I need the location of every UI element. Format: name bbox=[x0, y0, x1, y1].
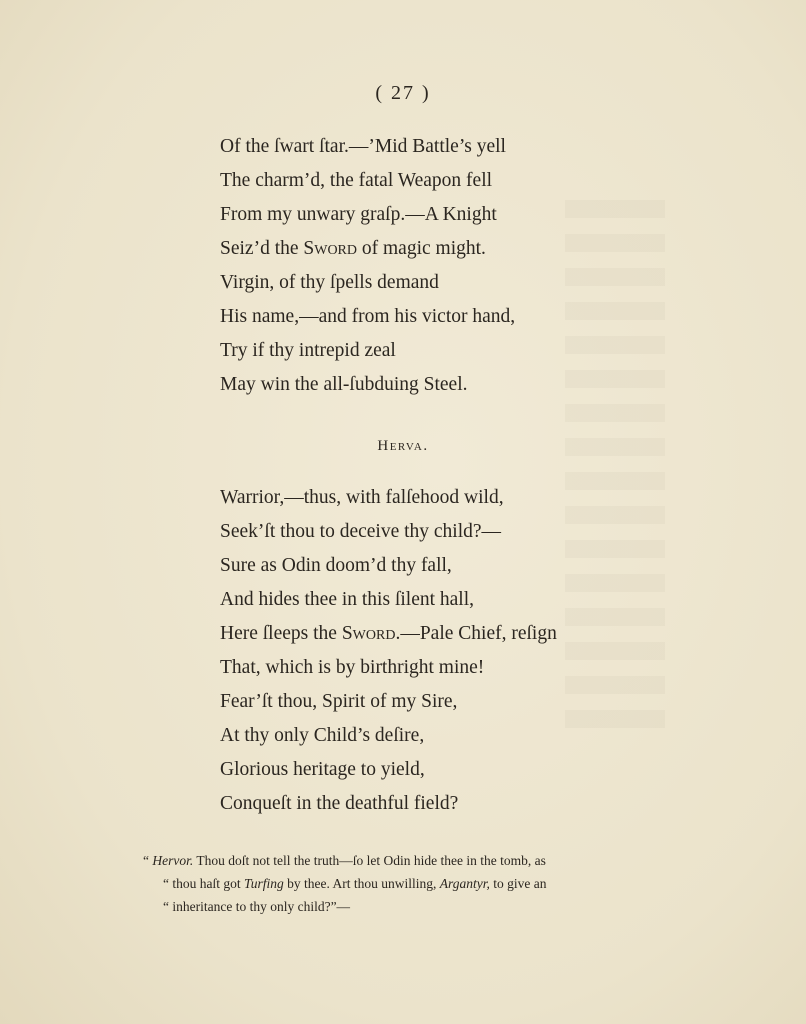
verse-text: Seiz’d the bbox=[220, 238, 304, 259]
footnote-text: by thee. Art thou unwilling, bbox=[283, 876, 440, 891]
footnote-text: to give an bbox=[489, 876, 547, 891]
sword-word: Sword bbox=[303, 238, 358, 259]
footnote-line bbox=[143, 872, 673, 895]
footnote-name: Turfing bbox=[244, 876, 284, 891]
verse-line: Conqueſt in the deathful field? bbox=[220, 793, 459, 814]
verse-line: Glorious heritage to yield, bbox=[220, 759, 425, 780]
verse-text: .—Pale Chief, reſign bbox=[395, 623, 557, 644]
verse-line: The charm’d, the fatal Weapon fell bbox=[220, 170, 493, 191]
verse-line: His name,—and from his victor hand, bbox=[220, 306, 516, 327]
footnote-line: “ inheritance to thy only child?”— bbox=[163, 899, 351, 914]
verse-line: From my unwary graſp.—A Knight bbox=[220, 204, 497, 225]
verse-line bbox=[220, 232, 515, 266]
verse-text: Here ſleeps the bbox=[220, 623, 342, 644]
verse-line: Warrior,—thus, with falſehood wild, bbox=[220, 487, 504, 508]
footnote-line bbox=[143, 849, 673, 872]
verse-line: Virgin, of thy ſpells demand bbox=[220, 272, 439, 293]
stanza-2 bbox=[220, 481, 557, 821]
sword-word: Sword bbox=[341, 623, 396, 644]
footnote-name: Argantyr, bbox=[439, 876, 490, 891]
verse-line: That, which is by birthright mine! bbox=[220, 657, 485, 678]
verse-line: May win the all-ſubduing Steel. bbox=[220, 374, 468, 395]
verse-line: Try if thy intrepid zeal bbox=[220, 340, 396, 361]
footnote-text: “ thou haſt got bbox=[163, 876, 244, 891]
verse-line: Fear’ſt thou, Spirit of my Sire, bbox=[220, 691, 458, 712]
verse-line: At thy only Child’s deſire, bbox=[220, 725, 425, 746]
verse-line: And hides thee in this ſilent hall, bbox=[220, 589, 475, 610]
page-number: ( 27 ) bbox=[375, 82, 431, 104]
stanza-1 bbox=[220, 130, 515, 402]
verse-line bbox=[220, 617, 557, 651]
verse-line: Of the ſwart ſtar.—’Mid Battle’s yell bbox=[220, 136, 506, 157]
footnote-text: “ bbox=[143, 853, 153, 868]
show-through-text bbox=[565, 200, 665, 740]
footnote-name: Hervor. bbox=[152, 853, 194, 868]
verse-text: of magic might. bbox=[357, 238, 486, 259]
verse-line: Sure as Odin doom’d thy fall, bbox=[220, 555, 452, 576]
footnote-text: Thou doſt not tell the truth—ſo let Odin hide thee in the tomb, as bbox=[193, 853, 546, 868]
footnote bbox=[143, 849, 673, 918]
speaker-heading: Herva. bbox=[377, 438, 429, 454]
verse-line: Seek’ſt thou to deceive thy child?— bbox=[220, 521, 502, 542]
